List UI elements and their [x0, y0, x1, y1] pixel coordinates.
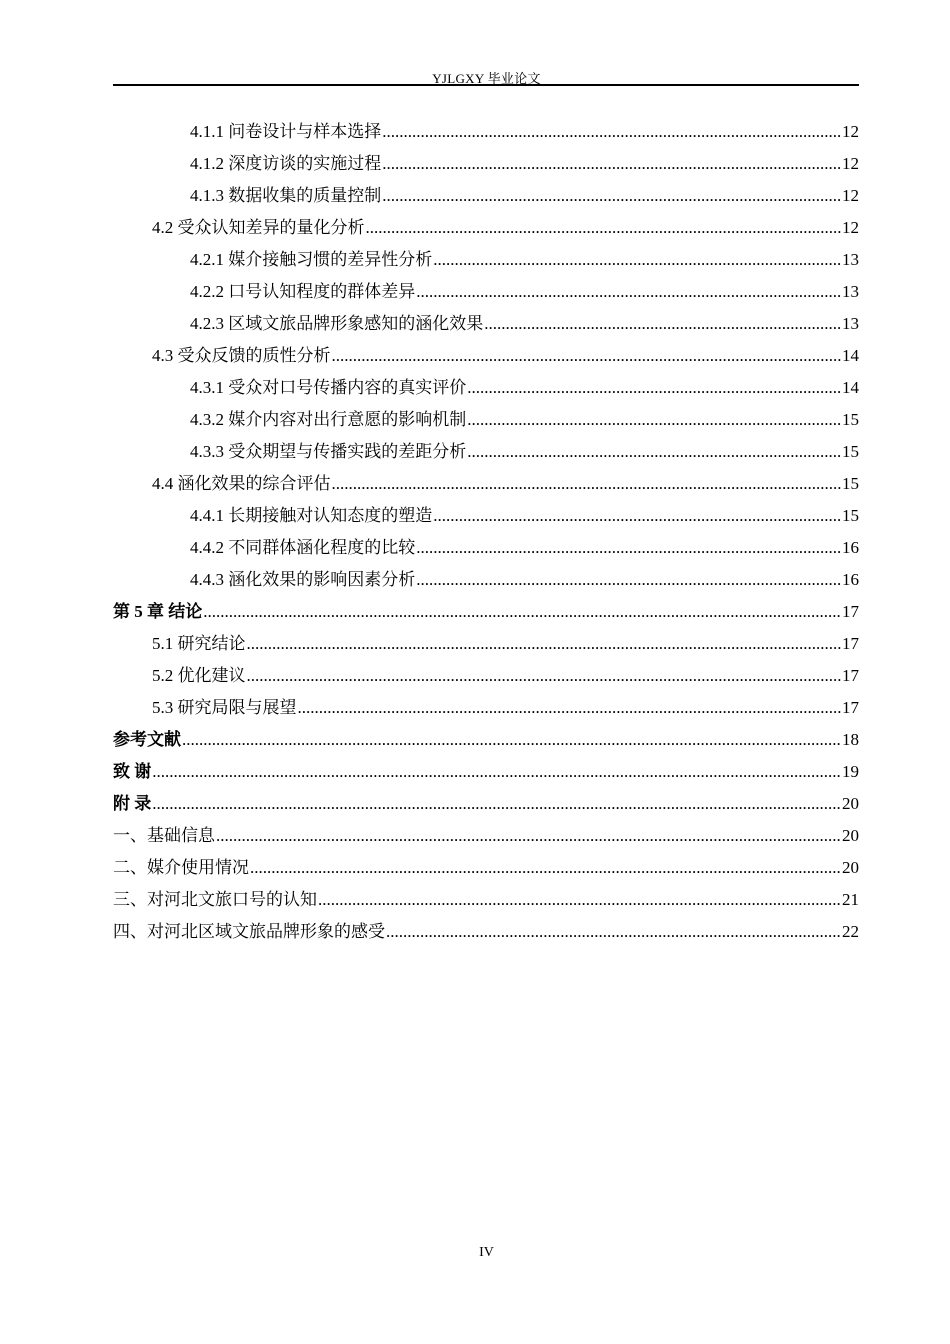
toc-entry-title: 四、对河北区域文旅品牌形象的感受	[113, 922, 385, 941]
toc-entry-title: 附 录	[113, 794, 152, 813]
toc-leader-dots	[382, 116, 841, 148]
toc-entry[interactable]	[113, 884, 859, 916]
toc-leader-dots	[182, 724, 841, 756]
toc-leader-dots	[382, 180, 841, 212]
toc-entry[interactable]	[113, 916, 859, 948]
toc-leader-dots	[247, 628, 842, 660]
toc-entry-page: 12	[842, 218, 859, 237]
header-rule	[113, 84, 859, 86]
toc-entry-page: 21	[842, 890, 859, 909]
toc-entry-page: 17	[842, 698, 859, 717]
toc-entry[interactable]	[113, 820, 859, 852]
toc-entry-page: 13	[842, 314, 859, 333]
toc-entry-title: 5.1 研究结论	[152, 634, 246, 653]
toc-entry-title: 二、媒介使用情况	[113, 858, 249, 877]
toc-leader-dots	[250, 852, 841, 884]
toc-leader-dots	[247, 660, 842, 692]
toc-entry[interactable]	[113, 180, 859, 212]
toc-entry[interactable]	[113, 788, 859, 820]
toc-entry-page: 19	[842, 762, 859, 781]
toc-entry-page: 16	[842, 570, 859, 589]
toc-entry-page: 18	[842, 730, 859, 749]
toc-leader-dots	[416, 564, 841, 596]
toc-leader-dots	[332, 468, 842, 500]
toc-entry-page: 15	[842, 442, 859, 461]
toc-entry-title: 4.3 受众反馈的质性分析	[152, 346, 331, 365]
toc-entry-page: 15	[842, 506, 859, 525]
toc-entry[interactable]	[113, 628, 859, 660]
toc-entry-page: 17	[842, 666, 859, 685]
toc-leader-dots	[467, 404, 841, 436]
toc-entry[interactable]	[113, 404, 859, 436]
toc-entry[interactable]	[113, 436, 859, 468]
toc-entry-page: 20	[842, 826, 859, 845]
toc-entry[interactable]	[113, 116, 859, 148]
toc-entry-page: 14	[842, 346, 859, 365]
toc-leader-dots	[433, 244, 841, 276]
toc-entry[interactable]	[113, 532, 859, 564]
toc-entry[interactable]	[113, 564, 859, 596]
toc-entry-page: 12	[842, 186, 859, 205]
toc-leader-dots	[152, 756, 841, 788]
toc-entry-page: 13	[842, 282, 859, 301]
toc-entry[interactable]	[113, 468, 859, 500]
toc-entry[interactable]	[113, 340, 859, 372]
toc-leader-dots	[298, 692, 842, 724]
toc-entry-page: 15	[842, 410, 859, 429]
toc-entry-page: 12	[842, 154, 859, 173]
toc-leader-dots	[216, 820, 841, 852]
page-number: IV	[479, 1245, 494, 1260]
toc-leader-dots	[416, 532, 841, 564]
toc-leader-dots	[203, 596, 841, 628]
toc-entry-title: 5.3 研究局限与展望	[152, 698, 297, 717]
toc-entry[interactable]	[113, 372, 859, 404]
toc-leader-dots	[433, 500, 841, 532]
toc-leader-dots	[416, 276, 841, 308]
toc-entry[interactable]	[113, 212, 859, 244]
toc-entry-title: 4.2.3 区域文旅品牌形象感知的涵化效果	[190, 314, 484, 333]
table-of-contents	[113, 116, 859, 948]
toc-entry-page: 14	[842, 378, 859, 397]
toc-entry-title: 4.4.1 长期接触对认知态度的塑造	[190, 506, 433, 525]
toc-entry-title: 4.3.3 受众期望与传播实践的差距分析	[190, 442, 467, 461]
toc-leader-dots	[318, 884, 841, 916]
toc-entry-page: 20	[842, 794, 859, 813]
toc-entry-title: 第 5 章 结论	[113, 602, 203, 621]
running-header: YJLGXY 毕业论文	[432, 71, 541, 86]
toc-entry-page: 17	[842, 602, 859, 621]
toc-entry-title: 4.1.2 深度访谈的实施过程	[190, 154, 382, 173]
toc-entry-title: 致 谢	[113, 762, 152, 781]
toc-entry-page: 22	[842, 922, 859, 941]
toc-entry-title: 三、对河北文旅口号的认知	[113, 890, 317, 909]
toc-entry[interactable]	[113, 756, 859, 788]
toc-leader-dots	[332, 340, 842, 372]
toc-entry-title: 参考文献	[113, 730, 181, 749]
toc-leader-dots	[152, 788, 841, 820]
toc-entry[interactable]	[113, 308, 859, 340]
toc-entry-title: 4.2 受众认知差异的量化分析	[152, 218, 365, 237]
toc-entry[interactable]	[113, 660, 859, 692]
toc-entry-title: 4.2.2 口号认知程度的群体差异	[190, 282, 416, 301]
toc-leader-dots	[386, 916, 841, 948]
toc-entry-page: 17	[842, 634, 859, 653]
toc-entry-title: 4.2.1 媒介接触习惯的差异性分析	[190, 250, 433, 269]
toc-entry-title: 4.4.3 涵化效果的影响因素分析	[190, 570, 416, 589]
toc-entry-title: 4.3.1 受众对口号传播内容的真实评价	[190, 378, 467, 397]
toc-leader-dots	[484, 308, 841, 340]
toc-entry[interactable]	[113, 596, 859, 628]
toc-entry[interactable]	[113, 244, 859, 276]
toc-entry-page: 15	[842, 474, 859, 493]
toc-leader-dots	[467, 436, 841, 468]
toc-entry-title: 4.3.2 媒介内容对出行意愿的影响机制	[190, 410, 467, 429]
toc-entry-title: 4.1.1 问卷设计与样本选择	[190, 122, 382, 141]
toc-leader-dots	[467, 372, 841, 404]
toc-entry[interactable]	[113, 724, 859, 756]
toc-entry-title: 一、基础信息	[113, 826, 215, 845]
toc-entry[interactable]	[113, 148, 859, 180]
toc-entry[interactable]	[113, 692, 859, 724]
toc-entry-title: 5.2 优化建议	[152, 666, 246, 685]
toc-entry-page: 16	[842, 538, 859, 557]
toc-entry-page: 13	[842, 250, 859, 269]
toc-entry-title: 4.4 涵化效果的综合评估	[152, 474, 331, 493]
toc-leader-dots	[366, 212, 842, 244]
toc-entry-page: 20	[842, 858, 859, 877]
toc-entry-title: 4.1.3 数据收集的质量控制	[190, 186, 382, 205]
toc-entry-title: 4.4.2 不同群体涵化程度的比较	[190, 538, 416, 557]
toc-entry-page: 12	[842, 122, 859, 141]
toc-leader-dots	[382, 148, 841, 180]
toc-entry[interactable]	[113, 500, 859, 532]
toc-entry[interactable]	[113, 276, 859, 308]
toc-entry[interactable]	[113, 852, 859, 884]
